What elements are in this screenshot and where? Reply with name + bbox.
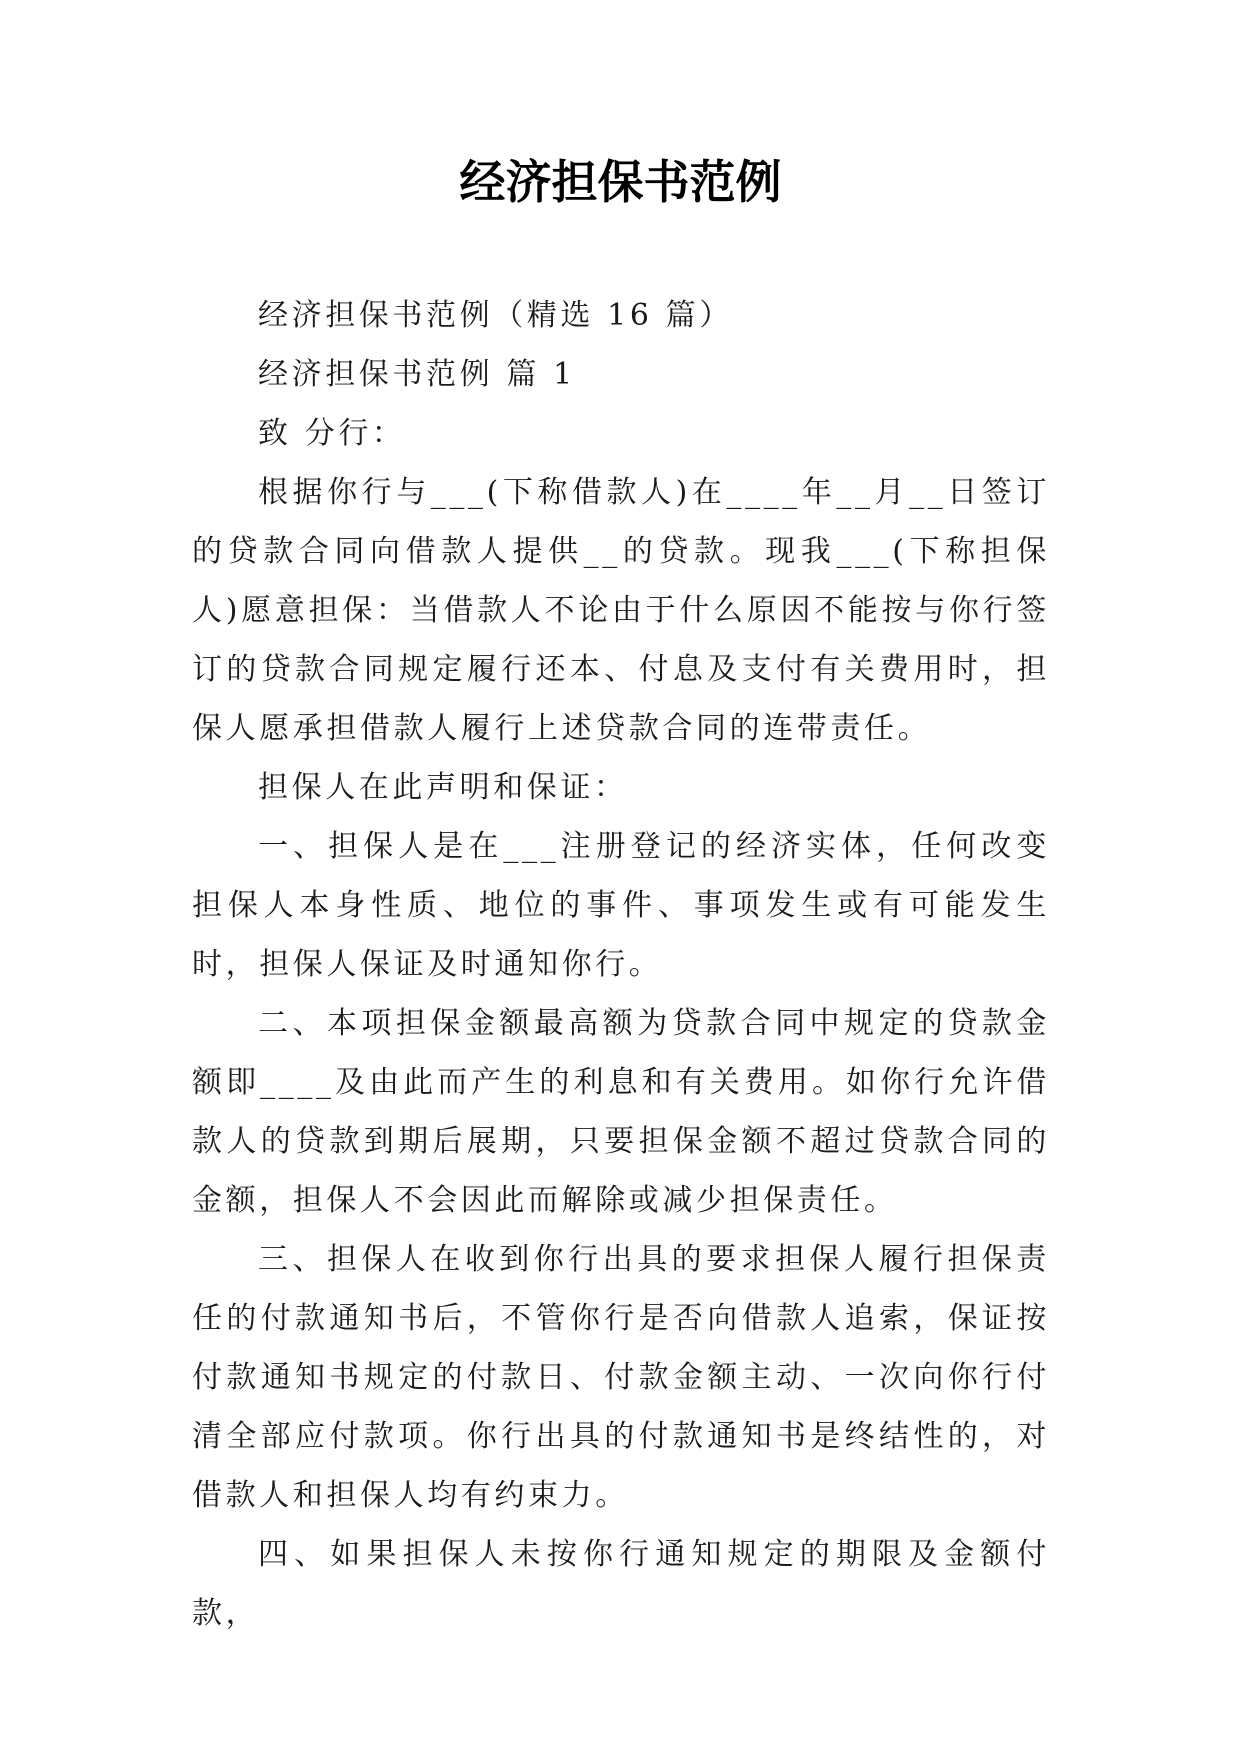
document-body (192, 286, 1050, 1643)
paragraph-clause-1: 一、担保人是在___注册登记的经济实体，任何改变担保人本身性质、地位的事件、事项发生或有可能发生时，担保人保证及时通知你行。 (192, 829, 1050, 982)
paragraph-section-heading: 经济担保书范例 篇 1 (258, 357, 576, 392)
paragraph-clause-4: 四、如果担保人未按你行通知规定的期限及金额付款， (192, 1537, 1050, 1631)
paragraph-body: 根据你行与___(下称借款人)在____年__月__日签订的贷款合同向借款人提供__的贷款。现我___(下称担保人)愿意担保：当借款人不论由于什么原因不能按与你行签订的贷款合同规定履行还本、付息及支付有关费用时，担保人愿承担借款人履行上述贷款合同的连带责任。 (192, 475, 1050, 746)
paragraph-addressee: 致 分行： (258, 416, 406, 451)
paragraph-declaration: 担保人在此声明和保证： (258, 770, 628, 805)
document-title: 经济担保书范例 (459, 155, 782, 209)
paragraph-clause-2: 二、本项担保金额最高额为贷款合同中规定的贷款金额即____及由此而产生的利息和有关费用。如你行允许借款人的贷款到期后展期，只要担保金额不超过贷款合同的金额，担保人不会因此而解除或减少担保责任。 (192, 1006, 1050, 1218)
paragraph-subtitle: 经济担保书范例（精选 16 篇） (258, 298, 733, 333)
paragraph-clause-3: 三、担保人在收到你行出具的要求担保人履行担保责任的付款通知书后，不管你行是否向借款人追索，保证按付款通知书规定的付款日、付款金额主动、一次向你行付清全部应付款项。你行出具的付款通知书是终结性的，对借款人和担保人均有约束力。 (192, 1242, 1050, 1513)
